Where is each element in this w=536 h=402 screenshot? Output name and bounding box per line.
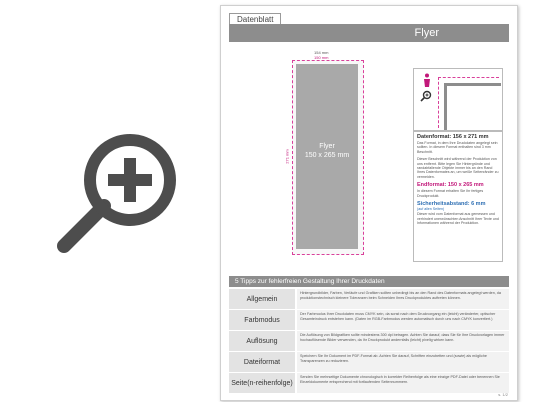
- safety-heading: Sicherheitsabstand: 6 mm: [417, 201, 486, 208]
- title-bar: [229, 24, 509, 42]
- dataformat-text-2: Dieser Beschnitt wird während der Produktion von uns entfernt. Bitte legen Sie Hintergründe und randabfallende Objekte immer bis an den Rand Ihres Datenformates an, um weiße Seitenränder zu vermeiden.: [417, 157, 499, 179]
- height-total-label: 271 mm: [284, 149, 290, 164]
- tip-text: Der Farbmodus Ihrer Druckdaten muss CMYK sein, da sonst nach dem Druckvorgang ein (leicht) veränderter, optischer Gesamteindruck entstehen kann. (Daten im RGB-Farbmodus werden automatisch durch uns nach CMYK konvertiert.): [297, 310, 509, 330]
- tip-text: Die Auflösung von Bildgrafiken sollte mindestens 300 dpi betragen. Achten Sie darauf, dass Sie für Ihre Druckvorlagen immer hochauflösende Bilder verwenden, da Ihr Druckprodukt andernfalls (leicht) pixelig wirken kann.: [297, 331, 509, 351]
- tip-label: Auflösung: [229, 331, 295, 351]
- flyer-size: 150 x 265 mm: [304, 152, 350, 159]
- format-info-box: [413, 130, 503, 262]
- tip-text: Senden Sie mehrseitige Dokumente chronologisch in korrekter Reihenfolge als eine einzige PDF-Datei oder benennen Sie Einzeldokumente entsprechend mit fortlaufenden Seitennummern.: [297, 373, 509, 393]
- dataformat-text: Das Format, in dem Ihre Druckdaten angelegt sein sollten. In diesem Format enthalten sind 3 mm Beschnitt.: [417, 141, 498, 154]
- trim-area: [296, 64, 358, 249]
- person-icon: [422, 73, 432, 87]
- endformat-heading: Endformat: 150 x 265 mm: [417, 182, 484, 189]
- flyer-format-label: [296, 142, 358, 160]
- safety-text: Dieser wird vom Datenformat aus gemessen und verhindert unerwünschten Anschnitt Ihrer Texte und Informationen während der Produktion.: [417, 212, 499, 226]
- tip-row: [229, 331, 509, 351]
- sheet-title: Flyer: [414, 27, 439, 39]
- page-number: s. 1/2: [498, 392, 508, 397]
- safety-sub: (auf allen Seiten): [417, 207, 445, 212]
- tip-row: [229, 352, 509, 372]
- tips-table: [229, 289, 509, 394]
- tip-label: Seite(n-reihenfolge): [229, 373, 295, 393]
- tip-row: [229, 310, 509, 330]
- tips-title: 5 Tipps zur fehlerfreien Gestaltung Ihrer Druckdaten: [229, 276, 509, 287]
- width-final-label: 150 mm: [314, 55, 329, 60]
- flyer-name: Flyer: [319, 143, 335, 150]
- tip-text: Hintergrundbilder, Farben, Verläufe und Grafiken sollten unbedingt bis an den Rand des Datenformats angelegt werden, da produktionstechnisch kleinere Toleranzen beim Schneiden Ihres Druckproduktes auftreten können.: [297, 289, 509, 309]
- tip-label: Dateiformat: [229, 352, 295, 372]
- width-total-label: 154 mm: [314, 50, 329, 55]
- tip-row: [229, 373, 509, 393]
- endformat-text: In diesem Format erhalten Sie Ihr fertiges Druckprodukt.: [417, 189, 484, 198]
- flyer-layout: [286, 50, 366, 255]
- tip-row: [229, 289, 509, 309]
- zoom-in-icon[interactable]: [48, 124, 186, 262]
- corner-detail: [413, 68, 503, 132]
- tip-label: Farbmodus: [229, 310, 295, 330]
- dataformat-heading: Datenformat: 156 x 271 mm: [417, 134, 489, 140]
- tip-label: Allgemein: [229, 289, 295, 309]
- small-zoom-icon: [420, 89, 432, 101]
- datasheet-tab: Datenblatt: [229, 13, 281, 25]
- datasheet-preview: [220, 5, 518, 401]
- inset-trim-corner: [444, 83, 501, 130]
- tip-text: Speichern Sie Ihr Dokument im PDF-Format ab. Achten Sie darauf, Schriften einzubetten und (sowie) als mögliche Transparenzen zu reduzieren.: [297, 352, 509, 372]
